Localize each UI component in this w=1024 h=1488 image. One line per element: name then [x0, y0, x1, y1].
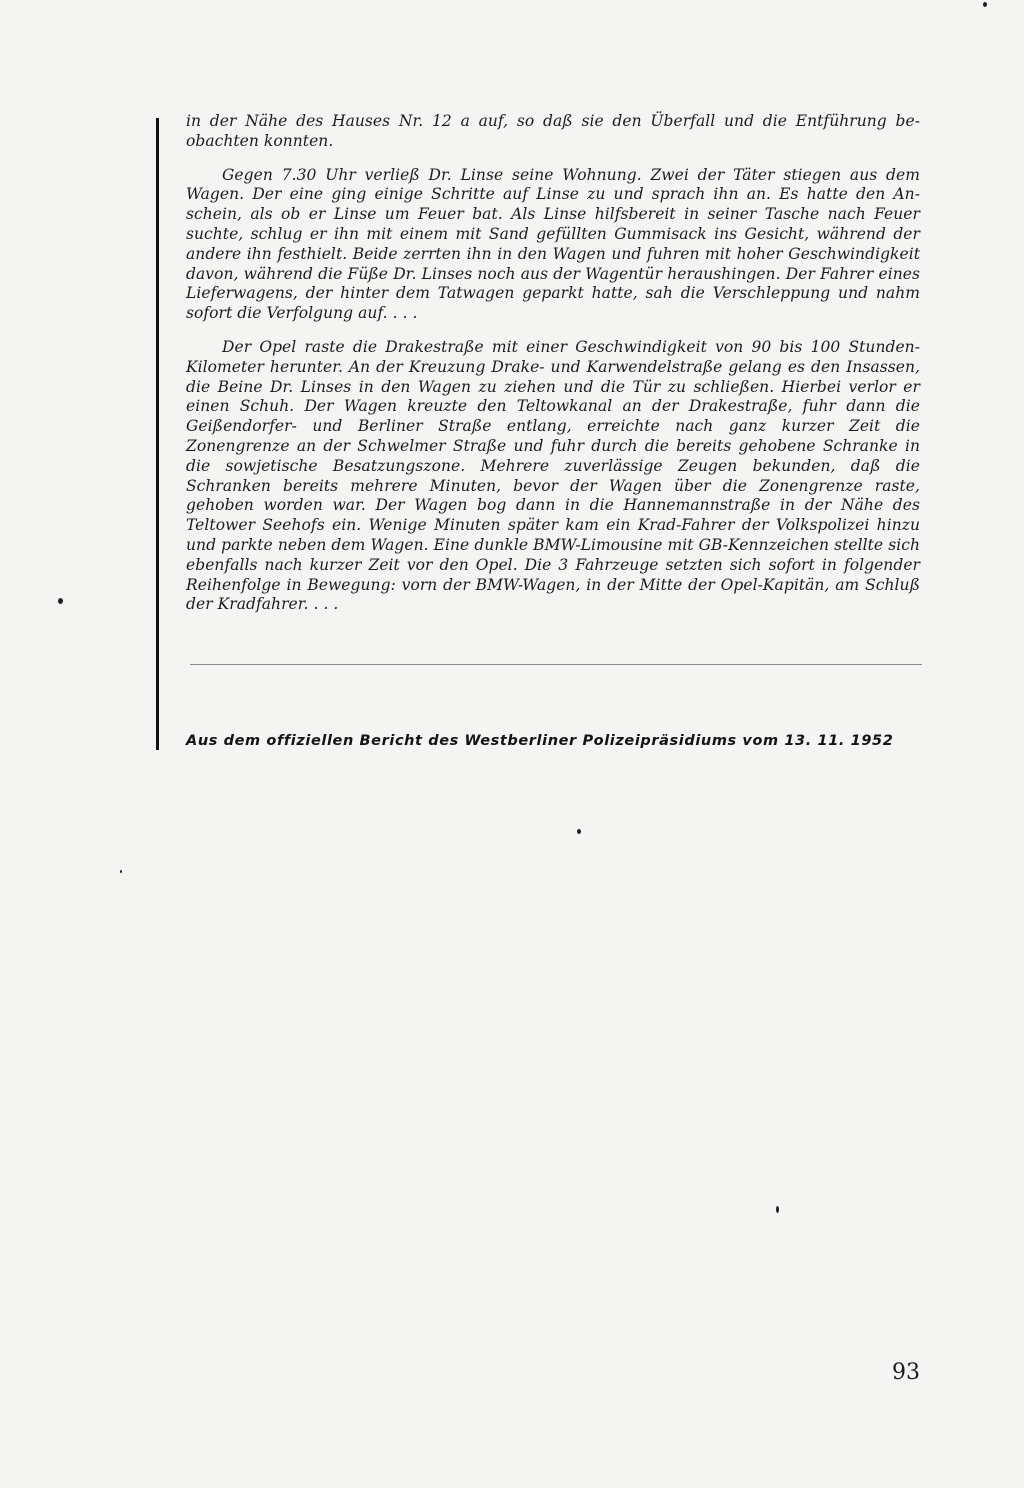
- scan-speck: [58, 598, 63, 604]
- page-number: 93: [892, 1360, 920, 1385]
- margin-rule: [156, 118, 159, 750]
- source-attribution: Aus dem offiziellen Bericht des Westberliner Polizeipräsidiums vom 13. 11. 1952: [186, 733, 894, 749]
- scan-speck: [776, 1206, 779, 1213]
- scan-speck: [577, 829, 581, 834]
- scan-speck: [120, 870, 122, 873]
- section-divider: [190, 664, 922, 665]
- paragraph-abduction: Gegen 7.30 Uhr verließ Dr. Linse seine Wohnung. Zwei der Täter stiegen aus dem Wagen. Der eine ging einige Schritte auf Linse zu und sprach ihn an. Es hatte den An-schein, als ob er Linse um Feuer bat. Als Linse hilfsbereit in seiner Tasche nach Feuer suchte, schlug er ihn mit einem mit Sand gefüllten Gummisack ins Gesicht, während der andere ihn festhielt. Beide zerrten ihn in den Wagen und fuhren mit hoher Geschwindigkeit davon, während die Füße Dr. Linses noch aus der Wagentür heraushingen. Der Fahrer eines Lieferwagens, der hinter dem Tatwagen geparkt hatte, sah die Verschleppung und nahm sofort die Verfolgung auf. . . .: [186, 165, 920, 323]
- paragraph-escape-route: Der Opel raste die Drakestraße mit einer Geschwindigkeit von 90 bis 100 Stunden-Kilometer herunter. An der Kreuzung Drake- und Karwendelstraße gelang es den Insassen, die Beine Dr. Linses in den Wagen zu ziehen und die Tür zu schließen. Hierbei verlor er einen Schuh. Der Wagen kreuzte den Teltowkanal an der Drakestraße, fuhr dann die Geißendorfer- und Berliner Straße entlang, erreichte nach ganz kurzer Zeit die Zonengrenze an der Schwelmer Straße und fuhr durch die bereits gehobene Schranke in die sowjetische Besatzungszone. Mehrere zuverlässige Zeugen bekunden, daß die Schranken bereits mehrere Minuten, bevor der Wagen über die Zonengrenze raste, gehoben worden war. Der Wagen bog dann in die Hannemannstraße in der Nähe des Teltower Seehofs ein. Wenige Minuten später kam ein Krad-Fahrer der Volkspolizei hinzu und parkte neben dem Wagen. Eine dunkle BMW-Limousine mit GB-Kennzeichen stellte sich ebenfalls nach kurzer Zeit vor den Opel. Die 3 Fahrzeuge setzten sich sofort in folgender Reihenfolge in Bewegung: vorn der BMW-Wagen, in der Mitte der Opel-Kapitän, am Schluß der Kradfahrer. . . .: [186, 337, 920, 614]
- scan-speck: [983, 2, 987, 7]
- report-excerpt: [186, 112, 920, 629]
- paragraph-continuation: in der Nähe des Hauses Nr. 12 a auf, so daß sie den Überfall und die Entführung be-obachten konnten.: [186, 112, 920, 150]
